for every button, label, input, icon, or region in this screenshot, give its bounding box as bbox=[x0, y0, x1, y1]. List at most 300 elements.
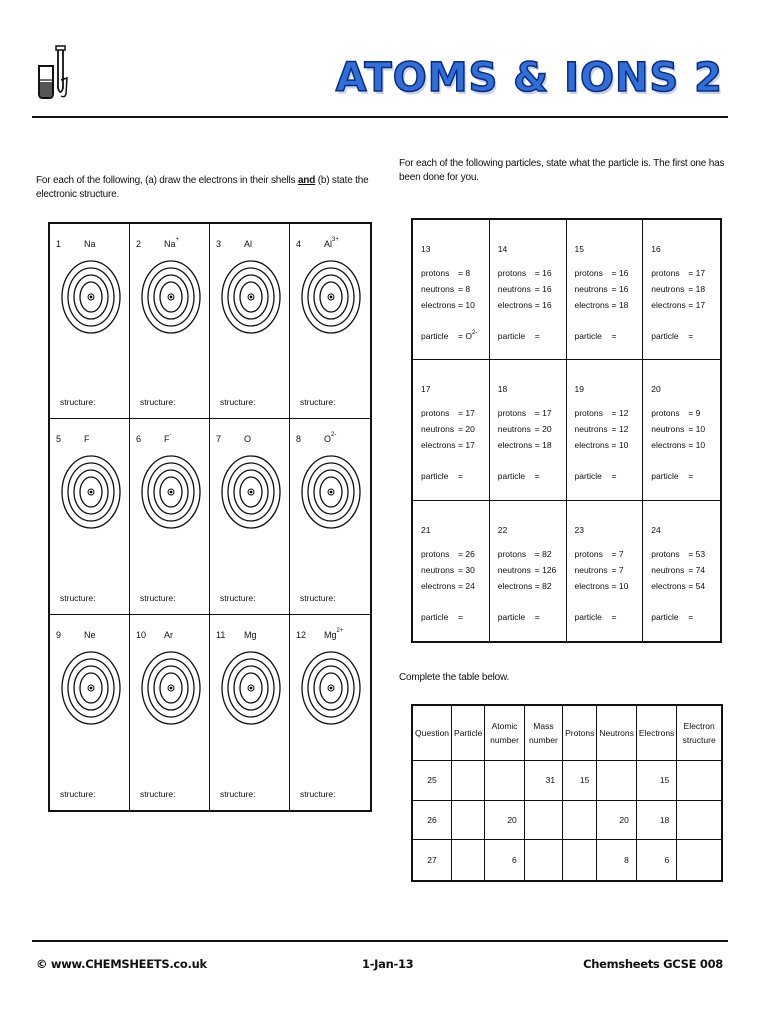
protons-label: protons bbox=[421, 408, 450, 419]
element-symbol: Al bbox=[324, 239, 333, 249]
electrons-value: 10 bbox=[618, 580, 629, 591]
neutrons-label: neutrons bbox=[497, 284, 531, 294]
particle-answer-row[interactable] bbox=[575, 471, 645, 481]
question-number-cell: 25 bbox=[412, 761, 452, 801]
atom-cell bbox=[290, 224, 370, 419]
column-header: Question bbox=[412, 705, 452, 761]
equals-sign: = bbox=[688, 300, 694, 310]
structure-label: structure: bbox=[300, 788, 336, 799]
neutrons-row bbox=[651, 424, 721, 434]
element-symbol: F bbox=[164, 434, 170, 445]
equals-sign: = bbox=[611, 284, 617, 294]
ion-charge: 2+ bbox=[336, 627, 344, 634]
answer-cell[interactable] bbox=[563, 840, 597, 881]
neutrons-row bbox=[498, 284, 568, 294]
answer-cell[interactable] bbox=[524, 840, 562, 881]
table-row bbox=[412, 761, 722, 801]
equals-sign: = bbox=[458, 471, 463, 482]
particle-label: particle bbox=[574, 331, 602, 341]
completion-table bbox=[411, 704, 723, 882]
neutrons-value: 126 bbox=[542, 564, 557, 575]
equals-sign: = bbox=[611, 440, 617, 451]
electron-shells-diagram[interactable] bbox=[220, 260, 282, 334]
electrons-row bbox=[575, 440, 645, 450]
particle-cell bbox=[643, 220, 720, 360]
answer-cell[interactable]: 18 bbox=[636, 800, 676, 840]
electron-shells-diagram[interactable] bbox=[220, 455, 282, 529]
equals-sign: = bbox=[688, 424, 694, 435]
protons-row bbox=[498, 268, 568, 278]
electrons-label: electrons bbox=[651, 440, 686, 451]
particle-number: 20 bbox=[651, 384, 661, 395]
electron-shells-diagram[interactable] bbox=[300, 455, 362, 529]
atom-symbol bbox=[324, 434, 336, 444]
footer-reference: Chemsheets GCSE 008 bbox=[583, 957, 723, 971]
particle-grid bbox=[411, 218, 722, 643]
particle-cell bbox=[490, 360, 567, 500]
neutrons-row bbox=[575, 565, 645, 575]
protons-row bbox=[421, 408, 491, 418]
neutrons-row bbox=[498, 565, 568, 575]
electrons-value: 82 bbox=[542, 580, 552, 591]
equals-sign: = bbox=[534, 300, 540, 310]
protons-label: protons bbox=[421, 548, 450, 559]
electrons-row bbox=[651, 581, 721, 591]
protons-value: 16 bbox=[618, 268, 629, 278]
header-divider bbox=[32, 116, 728, 118]
protons-row bbox=[421, 549, 491, 559]
particle-number: 18 bbox=[497, 384, 508, 395]
atom-drawing-grid bbox=[48, 222, 372, 812]
protons-row bbox=[651, 408, 721, 418]
atom-number: 6 bbox=[136, 434, 142, 445]
ion-charge: 3+ bbox=[332, 237, 339, 243]
nucleus-dot bbox=[330, 491, 333, 494]
nucleus-dot bbox=[90, 296, 93, 299]
neutrons-value: 18 bbox=[695, 284, 706, 294]
protons-row bbox=[498, 549, 568, 559]
electrons-label: electrons bbox=[497, 580, 533, 591]
particle-number: 24 bbox=[651, 524, 661, 535]
electrons-value: 17 bbox=[695, 300, 706, 310]
column-header: Electrons bbox=[636, 705, 676, 761]
equals-sign: = bbox=[611, 611, 617, 622]
structure-label: structure: bbox=[60, 592, 96, 603]
electron-shells-diagram[interactable] bbox=[300, 260, 362, 334]
electrons-row bbox=[498, 581, 568, 591]
atom-symbol bbox=[324, 627, 344, 640]
atom-number: 11 bbox=[216, 629, 226, 640]
particle-answer-row[interactable] bbox=[421, 331, 491, 341]
equals-sign: = bbox=[688, 564, 694, 575]
electrons-row bbox=[421, 300, 491, 310]
protons-label: protons bbox=[421, 268, 450, 278]
atom-number: 5 bbox=[56, 434, 62, 445]
equals-sign: = bbox=[458, 331, 463, 341]
equals-sign: = bbox=[534, 268, 540, 278]
electrons-row bbox=[651, 440, 721, 450]
equals-sign: = bbox=[688, 331, 694, 341]
answer-cell[interactable]: 6 bbox=[636, 840, 676, 881]
atom-cell bbox=[50, 224, 130, 419]
protons-row bbox=[575, 268, 645, 278]
electrons-row bbox=[421, 440, 491, 450]
neutrons-label: neutrons bbox=[574, 424, 608, 435]
equals-sign: = bbox=[534, 548, 540, 559]
particle-answer: O bbox=[465, 331, 472, 341]
question-number-cell: 27 bbox=[412, 840, 452, 881]
particle-answer-row[interactable] bbox=[498, 612, 568, 622]
particle-label: particle bbox=[651, 331, 679, 341]
nucleus-dot bbox=[90, 686, 93, 689]
atom-cell bbox=[210, 224, 290, 419]
neutrons-label: neutrons bbox=[497, 424, 531, 435]
column-header: Electron structure bbox=[677, 705, 722, 761]
protons-value: 82 bbox=[542, 548, 552, 559]
protons-value: 8 bbox=[465, 268, 471, 278]
answer-cell[interactable] bbox=[452, 761, 485, 801]
neutrons-label: neutrons bbox=[651, 424, 685, 435]
element-symbol: O bbox=[244, 434, 252, 445]
answer-cell[interactable]: 20 bbox=[597, 800, 637, 840]
particle-label: particle bbox=[497, 331, 526, 341]
equals-sign: = bbox=[458, 548, 463, 559]
particle-answer-charge: 2- bbox=[471, 330, 478, 337]
element-symbol: Mg bbox=[244, 629, 257, 640]
equals-sign: = bbox=[534, 580, 540, 591]
particle-answer-row[interactable] bbox=[651, 331, 721, 341]
equals-sign: = bbox=[611, 300, 617, 310]
structure-label: structure: bbox=[220, 788, 256, 799]
atom-cell bbox=[50, 419, 130, 614]
atom-number: 8 bbox=[296, 434, 302, 445]
answer-cell[interactable]: 15 bbox=[563, 761, 597, 801]
equals-sign: = bbox=[688, 611, 694, 622]
nucleus-dot bbox=[330, 296, 333, 299]
equals-sign: = bbox=[688, 440, 694, 451]
protons-label: protons bbox=[497, 548, 527, 559]
protons-row bbox=[575, 549, 645, 559]
equals-sign: = bbox=[534, 564, 540, 575]
particle-answer-row[interactable] bbox=[421, 612, 491, 622]
atom-symbol bbox=[84, 630, 96, 640]
electrons-value: 54 bbox=[695, 580, 706, 591]
equals-sign: = bbox=[458, 564, 463, 575]
protons-value: 9 bbox=[695, 408, 701, 419]
equals-sign: = bbox=[534, 284, 540, 294]
protons-row bbox=[421, 268, 491, 278]
electron-shells-diagram[interactable] bbox=[300, 651, 362, 725]
particle-label: particle bbox=[421, 471, 449, 482]
equals-sign: = bbox=[688, 268, 694, 278]
neutrons-row bbox=[651, 284, 721, 294]
particle-label: particle bbox=[497, 611, 526, 622]
answer-cell[interactable] bbox=[563, 800, 597, 840]
ion-charge: + bbox=[175, 237, 180, 243]
particle-answer-row[interactable] bbox=[651, 612, 721, 622]
nucleus-dot bbox=[90, 491, 93, 494]
electrons-row bbox=[498, 300, 568, 310]
particle-number: 14 bbox=[497, 244, 508, 254]
equals-sign: = bbox=[688, 580, 694, 591]
electrons-row bbox=[575, 581, 645, 591]
electrons-value: 10 bbox=[695, 440, 706, 451]
particle-number: 21 bbox=[421, 524, 431, 535]
table-row bbox=[412, 800, 722, 840]
equals-sign: = bbox=[688, 284, 694, 294]
electron-shells-diagram[interactable] bbox=[140, 651, 202, 725]
column-header: Atomic number bbox=[485, 705, 524, 761]
neutrons-row bbox=[421, 284, 491, 294]
equals-sign: = bbox=[458, 284, 463, 294]
neutrons-row bbox=[651, 565, 721, 575]
neutrons-row bbox=[421, 565, 491, 575]
protons-value: 26 bbox=[465, 548, 475, 559]
answer-cell[interactable] bbox=[597, 761, 637, 801]
answer-cell[interactable] bbox=[485, 761, 524, 801]
answer-cell[interactable] bbox=[677, 800, 722, 840]
particle-cell bbox=[413, 501, 490, 641]
atom-symbol bbox=[164, 630, 173, 640]
neutrons-value: 30 bbox=[465, 564, 475, 575]
equals-sign: = bbox=[611, 268, 617, 278]
neutrons-value: 12 bbox=[618, 424, 629, 435]
particle-answer-row[interactable] bbox=[498, 331, 568, 341]
answer-cell[interactable] bbox=[452, 840, 485, 881]
structure-label: structure: bbox=[300, 592, 336, 603]
element-symbol: O bbox=[324, 434, 332, 445]
equals-sign: = bbox=[611, 580, 617, 591]
page-title: ATOMS & IONS 2 bbox=[335, 55, 723, 101]
protons-value: 17 bbox=[542, 408, 552, 419]
neutrons-value: 7 bbox=[618, 564, 624, 575]
electron-shells-diagram[interactable] bbox=[60, 260, 122, 334]
right-instruction: For each of the following particles, state what the particle is. The first one has been done for you. bbox=[399, 158, 725, 183]
protons-value: 17 bbox=[695, 268, 706, 278]
atom-cell bbox=[290, 419, 370, 614]
equals-sign: = bbox=[688, 548, 694, 559]
atom-cell bbox=[130, 615, 210, 810]
neutrons-value: 20 bbox=[465, 424, 475, 435]
equals-sign: = bbox=[458, 268, 463, 278]
electrons-label: electrons bbox=[421, 300, 456, 310]
nucleus-dot bbox=[250, 686, 253, 689]
protons-label: protons bbox=[651, 548, 680, 559]
question-number-cell: 26 bbox=[412, 800, 452, 840]
structure-label: structure: bbox=[60, 397, 96, 408]
particle-label: particle bbox=[421, 331, 449, 341]
nucleus-dot bbox=[250, 491, 253, 494]
lab-glassware-icon bbox=[36, 44, 70, 102]
equals-sign: = bbox=[458, 440, 463, 451]
footer-date: 1-Jan-13 bbox=[362, 957, 414, 971]
neutrons-label: neutrons bbox=[497, 564, 531, 575]
neutrons-value: 10 bbox=[695, 424, 706, 435]
equals-sign: = bbox=[458, 424, 463, 435]
particle-answer-row[interactable] bbox=[575, 331, 645, 341]
equals-sign: = bbox=[534, 440, 540, 451]
answer-cell[interactable] bbox=[677, 840, 722, 881]
equals-sign: = bbox=[458, 611, 463, 622]
particle-cell bbox=[643, 501, 720, 641]
equals-sign: = bbox=[534, 611, 540, 622]
particle-cell bbox=[490, 220, 567, 360]
atom-symbol bbox=[164, 239, 179, 249]
structure-label: structure: bbox=[140, 788, 176, 799]
nucleus-dot bbox=[250, 296, 253, 299]
particle-cell bbox=[567, 501, 644, 641]
equals-sign: = bbox=[688, 471, 694, 482]
equals-sign: = bbox=[458, 408, 463, 419]
electrons-row bbox=[651, 300, 721, 310]
answer-cell[interactable] bbox=[677, 761, 722, 801]
electrons-value: 18 bbox=[618, 300, 629, 310]
electrons-value: 10 bbox=[618, 440, 629, 451]
protons-label: protons bbox=[574, 548, 603, 559]
answer-cell[interactable]: 8 bbox=[597, 840, 637, 881]
particle-label: particle bbox=[574, 471, 602, 482]
footer-divider bbox=[32, 940, 728, 942]
nucleus-dot bbox=[330, 686, 333, 689]
electrons-label: electrons bbox=[421, 440, 456, 451]
protons-row bbox=[651, 268, 721, 278]
answer-cell[interactable]: 15 bbox=[636, 761, 676, 801]
particle-answer-row[interactable] bbox=[651, 471, 721, 481]
protons-value: 12 bbox=[618, 408, 629, 419]
electron-shells-diagram[interactable] bbox=[60, 455, 122, 529]
footer-copyright[interactable]: © www.CHEMSHEETS.co.uk bbox=[36, 957, 207, 971]
element-symbol: Ar bbox=[164, 629, 173, 640]
atom-number: 12 bbox=[296, 629, 307, 640]
particle-answer-row[interactable] bbox=[575, 612, 645, 622]
particle-label: particle bbox=[574, 611, 602, 622]
table-row bbox=[412, 840, 722, 881]
structure-label: structure: bbox=[140, 592, 176, 603]
protons-row bbox=[575, 408, 645, 418]
ion-charge: - bbox=[169, 432, 172, 439]
electrons-value: 16 bbox=[542, 300, 552, 310]
electron-shells-diagram[interactable] bbox=[60, 651, 122, 725]
atom-number: 1 bbox=[56, 239, 62, 249]
column-header: Particle bbox=[452, 705, 485, 761]
protons-label: protons bbox=[651, 408, 680, 419]
equals-sign: = bbox=[458, 300, 463, 310]
electrons-label: electrons bbox=[651, 300, 686, 310]
particle-cell bbox=[567, 360, 644, 500]
particle-number: 22 bbox=[497, 524, 508, 535]
equals-sign: = bbox=[534, 471, 540, 482]
protons-value: 53 bbox=[695, 548, 706, 559]
equals-sign: = bbox=[611, 408, 617, 419]
table-instruction: Complete the table below. bbox=[399, 672, 510, 683]
atom-number: 3 bbox=[216, 239, 222, 249]
particle-answer-row[interactable] bbox=[421, 471, 491, 481]
particle-cell bbox=[567, 220, 644, 360]
neutrons-label: neutrons bbox=[651, 284, 685, 294]
atom-symbol bbox=[84, 434, 90, 444]
protons-row bbox=[498, 408, 568, 418]
answer-cell[interactable]: 31 bbox=[524, 761, 562, 801]
particle-cell bbox=[490, 501, 567, 641]
neutrons-value: 8 bbox=[465, 284, 471, 294]
answer-cell[interactable] bbox=[452, 800, 485, 840]
atom-cell bbox=[50, 615, 130, 810]
structure-label: structure: bbox=[60, 788, 96, 799]
electrons-value: 18 bbox=[542, 440, 552, 451]
protons-label: protons bbox=[497, 268, 527, 278]
electrons-row bbox=[498, 440, 568, 450]
left-instruction: For each of the following, (a) draw the electrons in their shells and (b) state the electronic structure. bbox=[36, 175, 369, 200]
atom-symbol bbox=[244, 434, 251, 444]
particle-answer-row[interactable] bbox=[498, 471, 568, 481]
electrons-label: electrons bbox=[497, 440, 533, 451]
answer-cell[interactable]: 6 bbox=[485, 840, 524, 881]
particle-cell bbox=[413, 360, 490, 500]
atom-number: 2 bbox=[136, 239, 142, 249]
nucleus-dot bbox=[170, 491, 173, 494]
electrons-label: electrons bbox=[651, 580, 686, 591]
element-symbol: Ne bbox=[84, 629, 96, 640]
electron-shells-diagram[interactable] bbox=[140, 455, 202, 529]
element-symbol: F bbox=[84, 434, 90, 445]
particle-label: particle bbox=[421, 611, 449, 622]
column-header: Protons bbox=[563, 705, 597, 761]
atom-symbol bbox=[324, 239, 339, 249]
equals-sign: = bbox=[611, 564, 617, 575]
neutrons-row bbox=[575, 424, 645, 434]
equals-sign: = bbox=[611, 471, 617, 482]
neutrons-label: neutrons bbox=[421, 424, 455, 435]
neutrons-row bbox=[575, 284, 645, 294]
answer-cell[interactable] bbox=[524, 800, 562, 840]
structure-label: structure: bbox=[220, 592, 256, 603]
equals-sign: = bbox=[611, 331, 617, 341]
neutrons-value: 16 bbox=[618, 284, 629, 294]
neutrons-row bbox=[421, 424, 491, 434]
neutrons-label: neutrons bbox=[651, 564, 685, 575]
particle-cell bbox=[413, 220, 490, 360]
element-symbol: Na bbox=[84, 239, 96, 249]
particle-number: 23 bbox=[574, 524, 584, 535]
neutrons-value: 20 bbox=[542, 424, 552, 435]
protons-value: 17 bbox=[465, 408, 475, 419]
neutrons-label: neutrons bbox=[574, 284, 608, 294]
structure-label: structure: bbox=[300, 397, 336, 408]
electrons-value: 17 bbox=[465, 440, 475, 451]
electron-shells-diagram[interactable] bbox=[140, 260, 202, 334]
neutrons-value: 16 bbox=[542, 284, 552, 294]
equals-sign: = bbox=[534, 424, 540, 435]
atom-cell bbox=[130, 419, 210, 614]
nucleus-dot bbox=[170, 296, 173, 299]
protons-label: protons bbox=[651, 268, 680, 278]
nucleus-dot bbox=[170, 686, 173, 689]
protons-label: protons bbox=[574, 408, 603, 419]
equals-sign: = bbox=[688, 408, 694, 419]
atom-cell bbox=[130, 224, 210, 419]
neutrons-label: neutrons bbox=[574, 564, 608, 575]
protons-label: protons bbox=[574, 268, 603, 278]
neutrons-label: neutrons bbox=[421, 564, 455, 575]
atom-symbol bbox=[164, 434, 172, 444]
electrons-label: electrons bbox=[574, 580, 609, 591]
electrons-row bbox=[421, 581, 491, 591]
equals-sign: = bbox=[611, 548, 617, 559]
electron-shells-diagram[interactable] bbox=[220, 651, 282, 725]
particle-cell bbox=[643, 360, 720, 500]
particle-label: particle bbox=[651, 611, 679, 622]
answer-cell[interactable]: 20 bbox=[485, 800, 524, 840]
